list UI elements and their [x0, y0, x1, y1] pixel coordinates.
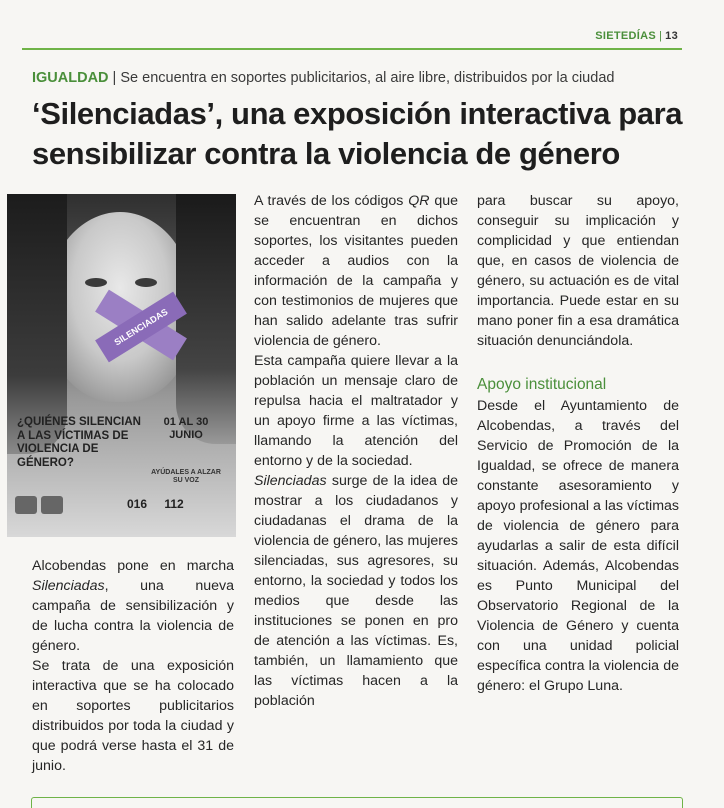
text-run: que se encuentran en dichos soportes, los visitantes pueden acceder a audios con la información de la campaña y con testimonios de mujeres que han salido adelante tras sufrir violencia de género.	[254, 193, 458, 349]
campaign-poster	[7, 194, 236, 537]
poster-dates: 01 AL 30 JUNIO	[163, 416, 209, 441]
bottom-box-frame	[31, 797, 683, 808]
emphasis: QR	[408, 193, 430, 209]
article-column-3	[477, 191, 679, 696]
emphasis: Silenciadas	[254, 473, 327, 489]
section-label: IGUALDAD	[32, 70, 109, 86]
article-column-2	[254, 191, 458, 711]
sponsor-logo-icon	[41, 496, 63, 514]
poster-hair-left	[7, 194, 67, 454]
paragraph: Esta campaña quiere llevar a la población un mensaje claro de repulsa hacia el maltratador y un apoyo firme a las víctimas, llamando la atención del entorno y de la sociedad.	[254, 353, 458, 469]
page-header	[595, 30, 678, 42]
text-run: , una nueva campaña de sensibilización y de lucha contra la violencia de género.	[32, 578, 234, 654]
poster-logos	[15, 496, 115, 522]
kicker-text: Se encuentra en soportes publicitarios, al aire libre, distribuidos por la ciudad	[120, 70, 615, 86]
article-column-1	[32, 556, 234, 776]
headline: ‘Silenciadas’, una exposición interactiva para sensibilizar contra la violencia de género	[32, 96, 683, 171]
city-crest-icon	[15, 496, 37, 514]
paragraph	[32, 556, 234, 656]
poster-phone-2: 112	[164, 497, 184, 511]
poster-question: ¿QUIÉNES SILENCIAN A LAS VÍCTIMAS DE VIOLENCIA DE GÉNERO?	[17, 416, 141, 469]
header-separator: |	[658, 30, 663, 42]
poster-hair-right	[176, 194, 236, 444]
paragraph	[254, 471, 458, 711]
subheading: Apoyo institucional	[477, 376, 607, 393]
poster-phone-1: 016	[127, 497, 148, 511]
kicker: IGUALDAD | Se encuentra en soportes publicitarios, al aire libre, distribuidos por la ciudad	[32, 70, 615, 86]
poster-phones	[127, 497, 232, 511]
magazine-name: SIETEDÍAS	[595, 30, 656, 42]
poster-eye-left	[85, 278, 107, 287]
paragraph	[254, 191, 458, 351]
paragraph: Desde el Ayuntamiento de Alcobendas, a través del Servicio de Promoción de la Igualdad, se ofrece de manera constante asesoramiento y apoyo profesional a las víctimas de violencia de género para ayudarlas a salir de esta difícil situación. Además, Alcobendas es Punto Municipal del Observatorio Regional de la Violencia de Género y cuenta con una unidad policial específica contra la violencia de género: el Grupo Luna.	[477, 398, 679, 694]
poster-help: AYÚDALES A ALZAR SU VOZ	[151, 469, 221, 484]
text-run: A través de los códigos	[254, 193, 409, 209]
poster-eye-right	[135, 278, 157, 287]
text-run: surge de la idea de mostrar a los ciudadanos y ciudadanas el drama de la violencia de género, las mujeres silenciadas, sus agresores, su entorno, la sociedad y todos los medios que desde las instituciones se ponen en pro de atención a las víctimas. Es, también, un llamamiento que las víctimas hacen a la población	[254, 473, 458, 709]
poster-tape-label: SILENCIADAS	[95, 292, 187, 363]
page-number: 13	[665, 30, 678, 42]
paragraph: Se trata de una exposición interactiva que se ha colocado en soportes publicitarios distribuidos por toda la ciudad y que podrá verse hasta el 31 de junio.	[32, 658, 234, 774]
text-run: Alcobendas pone en marcha	[32, 558, 234, 574]
emphasis: Silenciadas	[32, 578, 105, 594]
top-rule	[22, 48, 682, 50]
paragraph: para buscar su apoyo, conseguir su implicación y complicidad y que entiendan que, en casos de violencia de género, su actuación es de vital importancia. Puede estar en su mano poner fin a esa dramática situación denunciándola.	[477, 193, 679, 349]
